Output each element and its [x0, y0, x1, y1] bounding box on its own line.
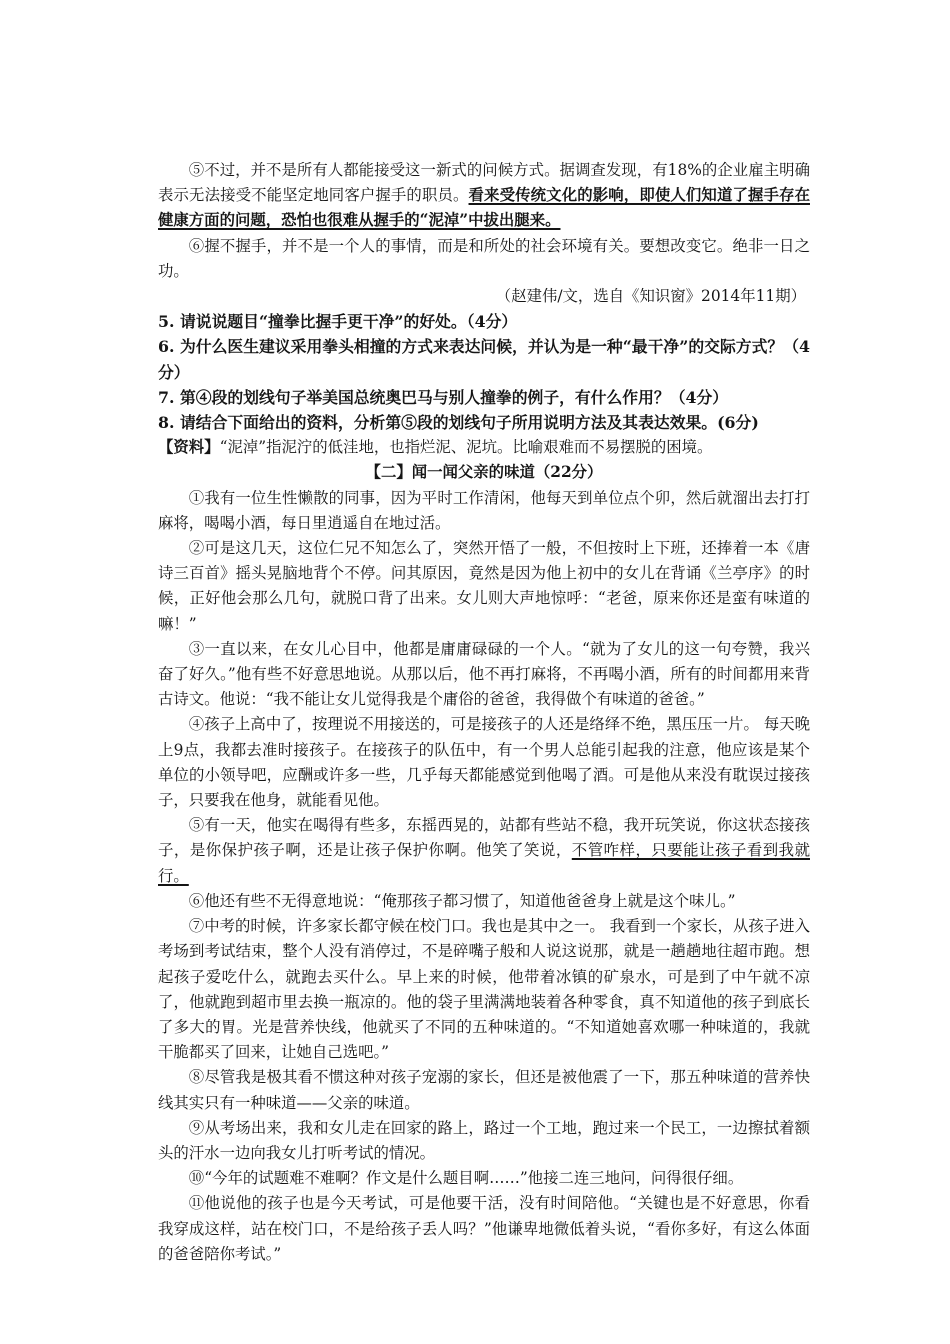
page-content	[158, 158, 810, 1267]
paragraph-6: ⑥握不握手，并不是一个人的事情，而是和所处的社会环境有关。要想改变它。绝非一日之功。	[158, 236, 810, 280]
question-5: 5. 请说说题目“撞拳比握手更干净”的好处。（4分）	[158, 312, 518, 332]
story-paragraph-10: ⑩“今年的试题难不难啊？作文是什么题目啊……”他接二连三地问，问得很仔细。	[188, 1169, 744, 1188]
underlined-sentence-2: 不管咋样，只要能让孩子看到我就行。	[158, 841, 810, 885]
story-paragraph-7: ⑦中考的时候，许多家长都守候在校门口。我也是其中之一。 我看到一个家长，从孩子进入考场到考试结束，整个人没有消停过，不是碎嘴子般和人说这说那，就是一趟趟地往超市跑。想起孩子爱吃什么，就跑去买什么。早上来的时候，他带着冰镇的矿泉水，可是到了中午就不凉了，他就跑到超市里去换一瓶凉的。他的袋子里满满地装着各种零食，真不知道他的孩子到底长了多大的胃。光是营养快线，他就买了不同的五种味道的。“不知道她喜欢哪一种味道的，我就干脆都买了回来，让她自己选吧。”	[158, 917, 810, 1062]
paragraph-5-text: ⑤不过，并不是所有人都能接受这一新式的问候方式。据调查发现，有18%的企业雇主明确表示无法接受不能坚定地同客户握手的职员。	[158, 161, 810, 205]
story-paragraph-11: ⑪他说他的孩子也是今天考试，可是他要干活，没有时间陪他。“关键也是不好意思，你看我穿成这样，站在校门口，不是给孩子丢人吗？”他谦卑地微低着头说，“看你多好，有这么体面的爸爸陪你考试。”	[158, 1194, 810, 1263]
source-citation: （赵建伟/文，选自《知识窗》2014年11期）	[495, 287, 806, 306]
story-paragraph-9: ⑨从考场出来，我和女儿走在回家的路上，路过一个工地，跑过来一个民工，一边擦拭着额头的汗水一边向我女儿打听考试的情况。	[158, 1118, 810, 1162]
material-text: “泥淖”指泥泞的低洼地，也指烂泥、泥坑。比喻艰难而不易摆脱的困境。	[219, 438, 713, 457]
story-paragraph-2: ②可是这几天，这位仁兄不知怎么了，突然开悟了一般，不但按时上下班，还捧着一本《唐诗三百首》摇头晃脑地背个不停。问其原因，竟然是因为他上初中的女儿在背诵《兰亭序》的时候，正好他会那么几句，就脱口背了出来。女儿则大声地惊呼：“老爸，原来你还是蛮有味道的嘛！”	[158, 539, 810, 633]
story-paragraph-8: ⑧尽管我是极其看不惯这种对孩子宠溺的家长，但还是被他震了一下，那五种味道的营养快线其实只有一种味道——父亲的味道。	[158, 1068, 810, 1112]
underlined-sentence: 看来受传统文化的影响，即使人们知道了握手存在健康方面的问题，恐怕也很难从握手的“泥淖”中拔出腿来。	[158, 186, 810, 230]
story-paragraph-1: ①我有一位生性懒散的同事，因为平时工作清闲，他每天到单位点个卯，然后就溜出去打打麻将，喝喝小酒，每日里逍遥自在地过活。	[158, 488, 810, 532]
question-6: 6. 为什么医生建议采用拳头相撞的方式来表达问候，并认为是一种“最干净”的交际方式？（4分）	[158, 337, 810, 382]
story-paragraph-5	[158, 813, 810, 889]
story-paragraph-6: ⑥他还有些不无得意地说：“俺那孩子都习惯了，知道他爸爸身上就是这个味儿。”	[188, 891, 736, 910]
material-label: 【资料】	[158, 438, 220, 457]
section-title: 【二】闻一闻父亲的味道（22分）	[365, 463, 603, 482]
material-note	[158, 435, 810, 460]
story-paragraph-5-text: ⑤有一天，他实在喝得有些多，东摇西晃的，站都有些站不稳，我开玩笑说，你这状态接孩子，是你保护孩子啊，还是让孩子保护你啊。他笑了笑说，	[158, 816, 810, 860]
question-7: 7. 第④段的划线句子举美国总统奥巴马与别人撞拳的例子，有什么作用？（4分）	[158, 387, 729, 407]
question-8: 8. 请结合下面给出的资料，分析第⑤段的划线句子所用说明方法及其表达效果。(6分)	[158, 413, 759, 433]
story-paragraph-3: ③一直以来，在女儿心目中，他都是庸庸碌碌的一个人。“就为了女儿的这一句夸赞，我兴奋了好久。”他有些不好意思地说。从那以后，他不再打麻将，不再喝小酒，所有的时间都用来背古诗文。他说：“我不能让女儿觉得我是个庸俗的爸爸，我得做个有味道的爸爸。”	[158, 639, 810, 709]
paragraph-5	[158, 158, 810, 234]
story-paragraph-4: ④孩子上高中了，按理说不用接送的，可是接孩子的人还是络绎不绝，黑压压一片。 每天晚上9点，我都去准时接孩子。在接孩子的队伍中，有一个男人总能引起我的注意，他应该是某个单位的小领导吧，应酬或许多一些，几乎每天都能感觉到他喝了酒。可是他从来没有耽误过接孩子，只要我在他身，就能看见他。	[158, 715, 810, 810]
